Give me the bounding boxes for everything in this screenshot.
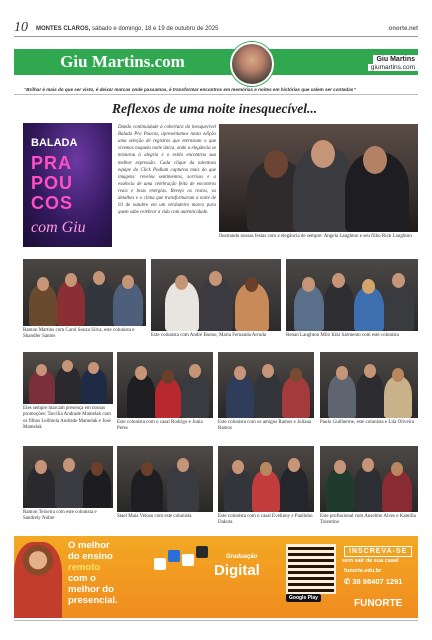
caption-row4-b: Stael Maia Veloso com este colunista <box>117 514 192 519</box>
poster-line-2: PRA <box>31 153 73 173</box>
event-poster-image <box>23 123 112 247</box>
ad-cta-button[interactable]: INSCREVA-SE <box>344 546 412 557</box>
columnist-name: Giu Martins <box>373 55 418 64</box>
caption-row4-d: Este profissional com Anselmo Alves e Kamilla Tolentino <box>320 514 416 526</box>
page-number: 10 <box>14 20 28 35</box>
photo-row2-c <box>286 259 418 331</box>
ad-slogan-5: melhor do <box>68 584 114 595</box>
funorte-advertisement[interactable] <box>14 536 418 618</box>
article-body: Dando continuidade à cobertura do inesquecível Balada Pra Poucos, apresentamos nesta edição uma seleção de registros que eternizam o que vivemos naquela noite única, onde a elegância se misturou à alegria e o estilo encontrou sua melhor expressão. Cada clique da talentosa equipe do Click Podium capturou mais do que imagens: revelou sentimentos, sorrisos e a essência de uma celebração feita de encontros reais e boas energias. Revejo os rostos, os detalhes e o clima que transformaram a noite de 03 de outubro em um verdadeiro marco para quem sabe celebrar a vida com autenticidade. <box>118 125 216 216</box>
poster-line-3: POU <box>31 173 74 193</box>
photo-row4-a <box>23 446 113 508</box>
dateline-date: sábado e domingo, 18 e 19 de outubro de 2025 <box>90 26 219 32</box>
photo-row4-d <box>320 446 418 512</box>
ad-cta-sub: sem sair de sua casa! <box>342 558 399 564</box>
caption-row3-a: Eles sempre marcam presença em nossas promoções: Tarcília Andrade Mamelak com os filhos Leilhiela Andrade Mamelak e José Mamelak <box>23 406 111 430</box>
photo-row3-c <box>218 352 314 418</box>
poster-line-1: BALADA <box>31 137 78 149</box>
poster-line-4: COS <box>31 193 74 213</box>
ad-slogan-2: do ensino <box>68 551 113 562</box>
headline: Reflexos de uma noite inesquecível... <box>112 101 318 116</box>
ad-store-badge[interactable]: Google Play <box>286 594 321 602</box>
whatsapp-icon: ✆ <box>344 577 353 586</box>
photo-row4-c <box>218 446 314 512</box>
photo-row3-a <box>23 352 113 404</box>
caption-row3-b: Este colunista com o casal Rodrigo e Junia Peres <box>117 420 203 432</box>
ad-web[interactable]: funorte.edu.br <box>344 568 382 574</box>
caption-row4-c: Este colunista com o casal Evelinny e Paulinho Dakota <box>218 514 313 526</box>
bottom-rule <box>14 620 418 621</box>
caption-row3-d: Paulo Guilherme, este colunista e Lila Oliveira <box>320 420 414 425</box>
caption-row2-a: Ramon Martins com Carol Souza Silva, este colunista e Shandler Santos <box>23 328 135 340</box>
main-event-photo <box>219 124 418 232</box>
ad-qr-code[interactable] <box>286 544 336 594</box>
column-title: Giu Martins.com <box>60 52 185 71</box>
site-name: onorte.net <box>388 26 418 32</box>
photo-row4-b <box>117 446 213 512</box>
caption-main: Ilustrando nossas festas com a elegância de sempre: Angela Laughton e seu filho Rick Laughton <box>219 234 412 239</box>
columnist-avatar <box>230 42 274 86</box>
caption-row4-a: Ramon Teixeira com este colunista e Sandrely Nobre <box>23 510 97 522</box>
ad-phone-number: 38 98407 1291 <box>352 577 403 586</box>
column-quote: “Brilhar é mais do que ser visto, é deixar marcas onde passamos, é transformar encontros em memórias e noites em histórias que valem ser contadas” <box>24 87 356 92</box>
ad-student-image <box>14 542 62 618</box>
ad-slogan-1: O melhor <box>68 540 110 551</box>
ad-slogan <box>68 540 118 606</box>
ad-logo: FUNORTE <box>354 598 403 609</box>
photo-row2-a <box>23 259 146 326</box>
ad-slogan-6: presencial. <box>68 595 118 606</box>
caption-row3-c: Este colunista com os amigos Ramos e Juliana Ramos <box>218 420 312 432</box>
photo-row3-b <box>117 352 213 418</box>
caption-row2-c: Renan Laughton Milo Kiki Sarmento com este colunista <box>286 333 399 338</box>
dateline-city: MONTES CLAROS, <box>36 26 91 32</box>
quote-divider <box>14 94 418 95</box>
ad-brand-top: Graduação <box>226 554 258 560</box>
ad-app-icons <box>154 544 216 584</box>
ad-slogan-3: remoto <box>68 562 101 573</box>
columnist-site: giumartins.com <box>368 64 418 71</box>
ad-brand: Digital <box>214 562 260 579</box>
photo-row3-d <box>320 352 418 418</box>
ad-slogan-4: com o <box>68 573 96 584</box>
photo-row2-b <box>151 259 281 331</box>
ad-phone[interactable] <box>344 577 402 586</box>
caption-row2-b: Este colunista com André Bueno, Maria Fernanda Arruda <box>151 333 266 338</box>
poster-line-5: com Giu <box>31 219 86 236</box>
dateline <box>36 26 218 32</box>
